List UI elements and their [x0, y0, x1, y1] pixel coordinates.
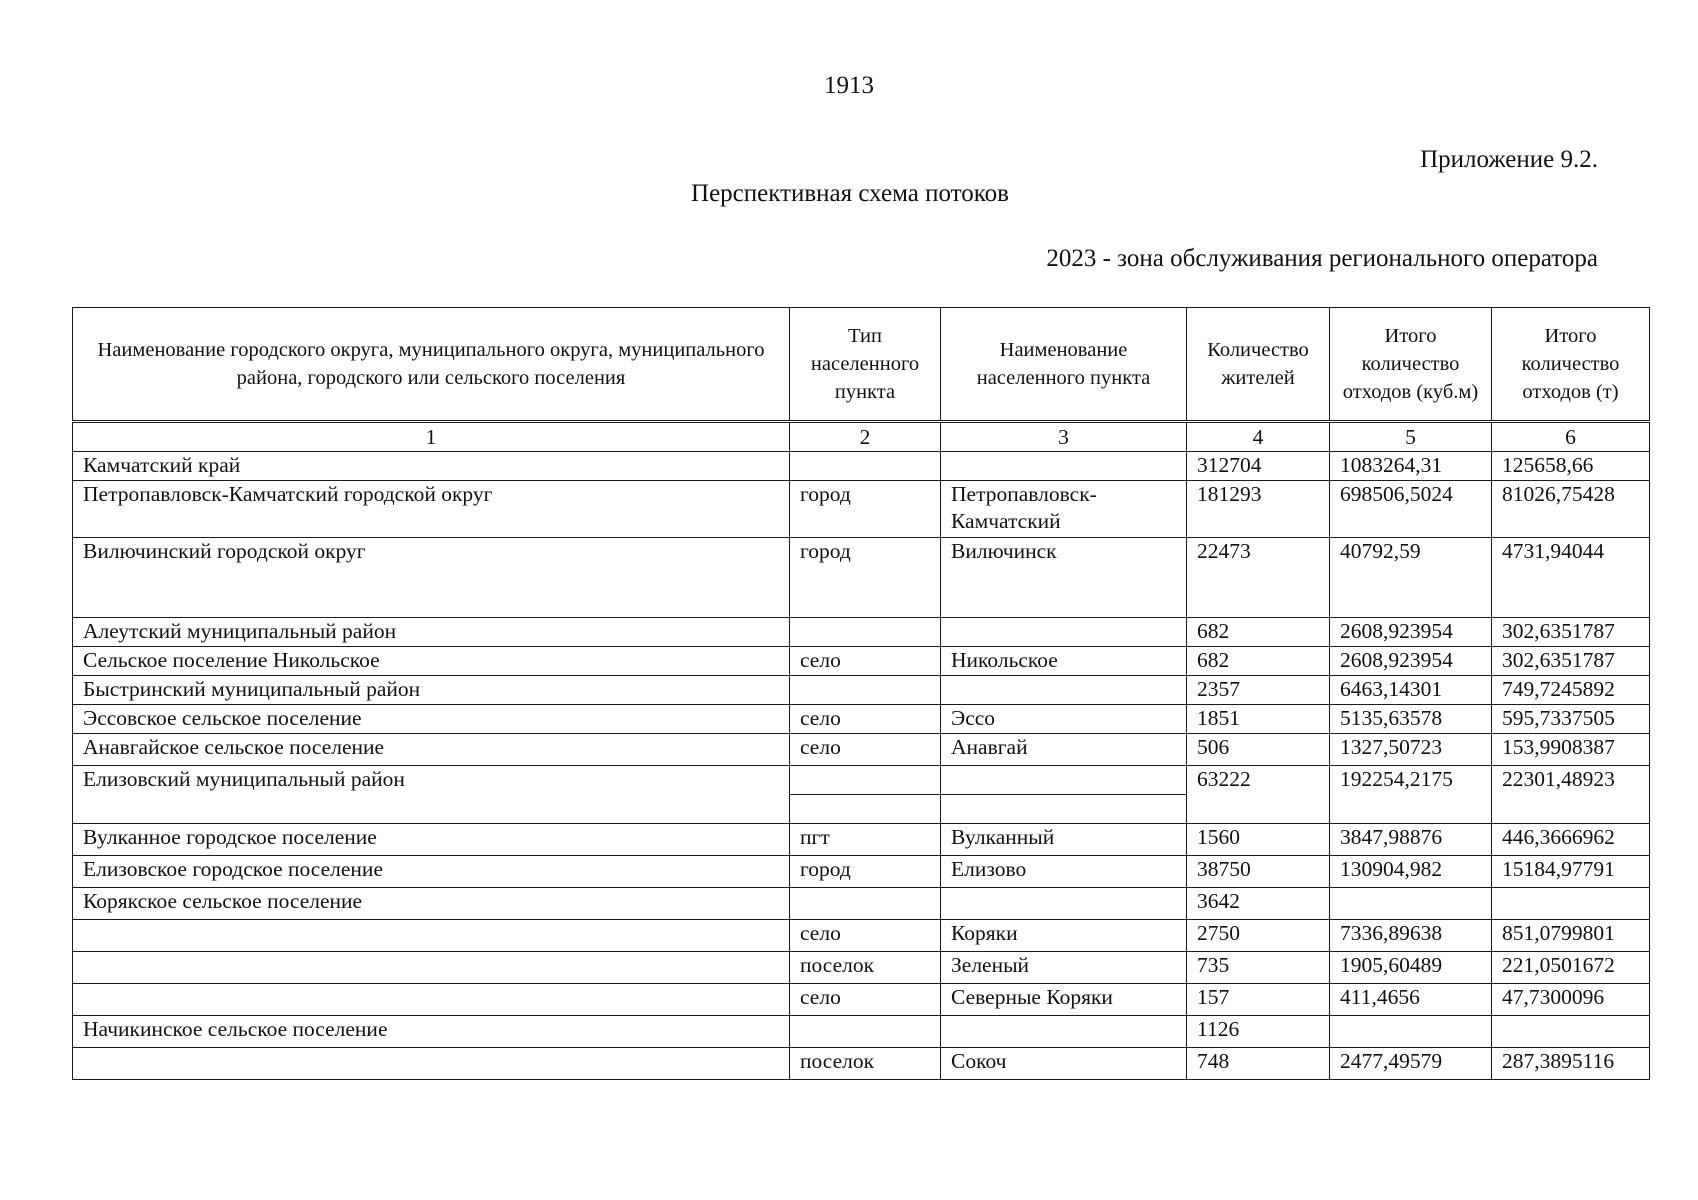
- waste-flows-table: [72, 307, 1650, 1080]
- cell-waste-volume: [1330, 888, 1492, 920]
- column-number: 2: [790, 422, 941, 452]
- cell-settlement-type: пгт: [790, 824, 941, 856]
- cell-population: 748: [1187, 1048, 1330, 1080]
- table-row: [73, 1016, 1650, 1048]
- cell-district-name: Вулканное городское поселение: [73, 824, 790, 856]
- cell-district-name: [73, 984, 790, 1016]
- cell-waste-volume: 698506,5024: [1330, 481, 1492, 538]
- cell-settlement-type: [790, 618, 941, 647]
- cell-district-name: Начикинское сельское поселение: [73, 1016, 790, 1048]
- cell-district-name: Корякское сельское поселение: [73, 888, 790, 920]
- cell-district-name: Камчатский край: [73, 452, 790, 481]
- header-settlement-type: Тип населенного пункта: [790, 308, 941, 422]
- cell-waste-volume: 411,4656: [1330, 984, 1492, 1016]
- cell-population: 22473: [1187, 538, 1330, 618]
- page-number: 1913: [824, 72, 874, 99]
- cell-district-name: Эссовское сельское поселение: [73, 705, 790, 734]
- cell-settlement-type: село: [790, 920, 941, 952]
- cell-settlement-type: село: [790, 734, 941, 766]
- cell-population: 735: [1187, 952, 1330, 984]
- cell-settlement-name: [941, 766, 1187, 795]
- cell-waste-mass: 302,6351787: [1492, 618, 1650, 647]
- header-waste-mass: Итого количество отходов (т): [1492, 308, 1650, 422]
- cell-settlement-type: поселок: [790, 952, 941, 984]
- cell-waste-mass: 221,0501672: [1492, 952, 1650, 984]
- cell-population: 312704: [1187, 452, 1330, 481]
- cell-settlement-type: город: [790, 538, 941, 618]
- cell-waste-volume: 2608,923954: [1330, 618, 1492, 647]
- cell-district-name: Алеутский муниципальный район: [73, 618, 790, 647]
- table-row: [73, 1048, 1650, 1080]
- table-row: [73, 984, 1650, 1016]
- column-number: 3: [941, 422, 1187, 452]
- document-title: Перспективная схема потоков: [691, 180, 1009, 207]
- cell-settlement-type-empty: [790, 795, 941, 824]
- column-number-row: [73, 422, 1650, 452]
- cell-population: 38750: [1187, 856, 1330, 888]
- cell-settlement-name-empty: [941, 795, 1187, 824]
- cell-settlement-type: [790, 676, 941, 705]
- cell-settlement-name: Сокоч: [941, 1048, 1187, 1080]
- cell-population: 63222: [1187, 766, 1330, 824]
- cell-district-name: Вилючинский городской округ: [73, 538, 790, 618]
- cell-settlement-name: Эссо: [941, 705, 1187, 734]
- cell-waste-volume: [1330, 1016, 1492, 1048]
- table-row: [73, 952, 1650, 984]
- cell-district-name: Елизовское городское поселение: [73, 856, 790, 888]
- cell-waste-volume: 192254,2175: [1330, 766, 1492, 824]
- cell-settlement-name: Коряки: [941, 920, 1187, 952]
- cell-settlement-type: село: [790, 984, 941, 1016]
- cell-settlement-type: город: [790, 856, 941, 888]
- cell-waste-mass: 22301,48923: [1492, 766, 1650, 824]
- cell-waste-mass: 851,0799801: [1492, 920, 1650, 952]
- table-row: [73, 856, 1650, 888]
- cell-population: 1560: [1187, 824, 1330, 856]
- cell-population: 506: [1187, 734, 1330, 766]
- column-number: 4: [1187, 422, 1330, 452]
- cell-population: 1126: [1187, 1016, 1330, 1048]
- table-row: [73, 676, 1650, 705]
- cell-waste-mass: 749,7245892: [1492, 676, 1650, 705]
- cell-population: 1851: [1187, 705, 1330, 734]
- table-row: [73, 618, 1650, 647]
- cell-waste-volume: 1327,50723: [1330, 734, 1492, 766]
- cell-waste-mass: [1492, 888, 1650, 920]
- cell-district-name: [73, 920, 790, 952]
- cell-district-name: [73, 1048, 790, 1080]
- cell-waste-volume: 2477,49579: [1330, 1048, 1492, 1080]
- cell-population: 2750: [1187, 920, 1330, 952]
- cell-settlement-name: Вулканный: [941, 824, 1187, 856]
- cell-population: 682: [1187, 647, 1330, 676]
- cell-district-name: Анавгайское сельское поселение: [73, 734, 790, 766]
- cell-waste-mass: 81026,75428: [1492, 481, 1650, 538]
- cell-waste-volume: 6463,14301: [1330, 676, 1492, 705]
- table-row: [73, 705, 1650, 734]
- cell-waste-mass: 446,3666962: [1492, 824, 1650, 856]
- cell-population: 3642: [1187, 888, 1330, 920]
- cell-settlement-type: [790, 888, 941, 920]
- cell-waste-mass: 125658,66: [1492, 452, 1650, 481]
- cell-settlement-type: село: [790, 647, 941, 676]
- cell-district-name: Петропавловск-Камчатский городской округ: [73, 481, 790, 538]
- cell-settlement-type: город: [790, 481, 941, 538]
- cell-district-name: Быстринский муниципальный район: [73, 676, 790, 705]
- cell-waste-volume: 7336,89638: [1330, 920, 1492, 952]
- cell-waste-mass: 287,3895116: [1492, 1048, 1650, 1080]
- cell-waste-mass: [1492, 1016, 1650, 1048]
- cell-settlement-type: село: [790, 705, 941, 734]
- cell-settlement-name: [941, 618, 1187, 647]
- cell-waste-mass: 302,6351787: [1492, 647, 1650, 676]
- cell-population: 682: [1187, 618, 1330, 647]
- document-subtitle: 2023 - зона обслуживания регионального оператора: [1046, 245, 1598, 272]
- cell-population: 2357: [1187, 676, 1330, 705]
- cell-waste-volume: 1905,60489: [1330, 952, 1492, 984]
- cell-settlement-name: [941, 452, 1187, 481]
- cell-waste-volume: 2608,923954: [1330, 647, 1492, 676]
- cell-settlement-type: [790, 766, 941, 795]
- cell-settlement-name: Зеленый: [941, 952, 1187, 984]
- cell-settlement-name: [941, 1016, 1187, 1048]
- cell-district-name: [73, 952, 790, 984]
- cell-settlement-type: [790, 1016, 941, 1048]
- table-header-row: [73, 308, 1650, 422]
- cell-waste-mass: 47,7300096: [1492, 984, 1650, 1016]
- cell-waste-volume: 3847,98876: [1330, 824, 1492, 856]
- cell-waste-mass: 595,7337505: [1492, 705, 1650, 734]
- column-number: 5: [1330, 422, 1492, 452]
- table-row: [73, 734, 1650, 766]
- column-number: 6: [1492, 422, 1650, 452]
- cell-population: 181293: [1187, 481, 1330, 538]
- cell-waste-volume: 1083264,31: [1330, 452, 1492, 481]
- cell-waste-volume: 5135,63578: [1330, 705, 1492, 734]
- cell-settlement-name: [941, 676, 1187, 705]
- table-row: [73, 452, 1650, 481]
- column-number: 1: [73, 422, 790, 452]
- cell-settlement-name: Елизово: [941, 856, 1187, 888]
- cell-settlement-name: Никольское: [941, 647, 1187, 676]
- cell-settlement-name: [941, 888, 1187, 920]
- cell-settlement-name: Вилючинск: [941, 538, 1187, 618]
- table-row: [73, 766, 1650, 795]
- cell-settlement-type: [790, 452, 941, 481]
- header-settlement-name: Наименование населенного пункта: [941, 308, 1187, 422]
- header-population: Количество жителей: [1187, 308, 1330, 422]
- cell-settlement-name: Северные Коряки: [941, 984, 1187, 1016]
- cell-population: 157: [1187, 984, 1330, 1016]
- cell-settlement-type: поселок: [790, 1048, 941, 1080]
- table-row: [73, 538, 1650, 618]
- table-row: [73, 647, 1650, 676]
- table-row: [73, 481, 1650, 538]
- cell-settlement-name: Петропавловск-Камчатский: [941, 481, 1187, 538]
- cell-settlement-name: Анавгай: [941, 734, 1187, 766]
- cell-waste-volume: 130904,982: [1330, 856, 1492, 888]
- header-waste-volume: Итого количество отходов (куб.м): [1330, 308, 1492, 422]
- table-row: [73, 920, 1650, 952]
- header-district-name: Наименование городского округа, муниципального округа, муниципального района, городского или сельского поселения: [73, 308, 790, 422]
- cell-waste-volume: 40792,59: [1330, 538, 1492, 618]
- cell-district-name: Елизовский муниципальный район: [73, 766, 790, 824]
- cell-district-name: Сельское поселение Никольское: [73, 647, 790, 676]
- cell-waste-mass: 4731,94044: [1492, 538, 1650, 618]
- appendix-label: Приложение 9.2.: [1420, 146, 1598, 173]
- table-row: [73, 824, 1650, 856]
- table-row: [73, 888, 1650, 920]
- cell-waste-mass: 15184,97791: [1492, 856, 1650, 888]
- cell-waste-mass: 153,9908387: [1492, 734, 1650, 766]
